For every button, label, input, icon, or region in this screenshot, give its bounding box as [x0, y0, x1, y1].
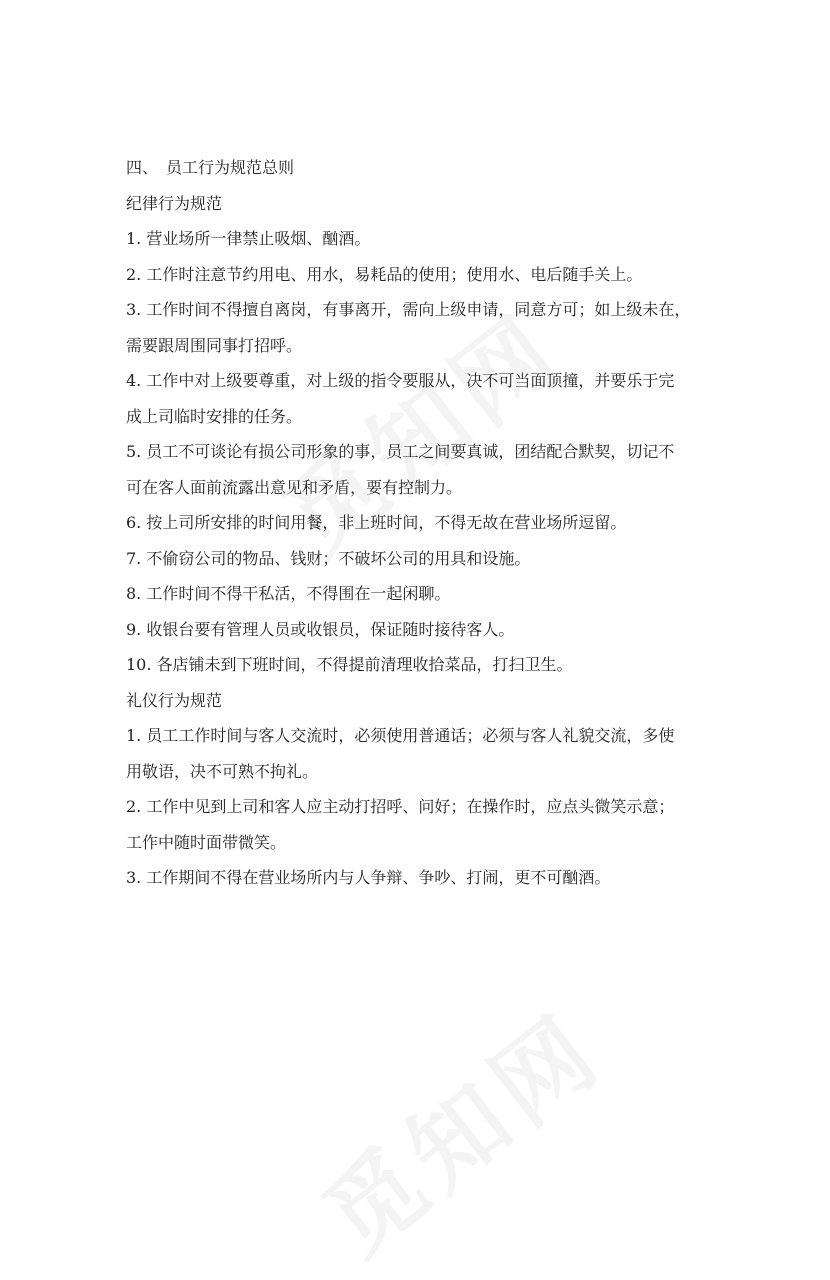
etiquette-line: 3. 工作期间不得在营业场所内与人争辩、争吵、打闹，更不可酗酒。 [126, 868, 611, 887]
section-number: 四、 [126, 158, 159, 177]
etiquette-line: 2. 工作中见到上司和客人应主动打招呼、问好；在操作时，应点头微笑示意； [126, 797, 675, 816]
etiquette-line: 用敬语，决不可熟不拘礼。 [126, 761, 319, 781]
discipline-line: 成上司临时安排的任务。 [126, 406, 303, 426]
discipline-line: 6. 按上司所安排的时间用餐，非上班时间，不得无故在营业场所逗留。 [126, 513, 627, 532]
section-title: 员工行为规范总则 [166, 158, 295, 177]
discipline-line: 7. 不偷窃公司的物品、钱财；不破坏公司的用具和设施。 [126, 548, 531, 568]
subsection-title-etiquette: 礼仪行为规范 [126, 690, 223, 710]
discipline-line: 3. 工作时间不得擅自离岗，有事离开，需向上级申请，同意方可；如上级未在， [126, 300, 691, 319]
discipline-line: 1. 营业场所一律禁止吸烟、酗酒。 [126, 229, 371, 248]
document-body [126, 150, 716, 896]
discipline-line: 需要跟周围同事打招呼。 [126, 335, 303, 355]
section-heading [126, 150, 716, 186]
etiquette-line: 1. 员工工作时间与客人交流时，必须使用普通话；必须与客人礼貌交流，多使 [126, 726, 675, 745]
etiquette-line: 工作中随时面带微笑。 [126, 832, 287, 852]
discipline-line: 9. 收银台要有管理人员或收银员，保证随时接待客人。 [126, 619, 515, 639]
discipline-line: 8. 工作时间不得干私活，不得围在一起闲聊。 [126, 584, 451, 603]
discipline-line: 2. 工作时注意节约用电、用水，易耗品的使用；使用水、电后随手关上。 [126, 264, 643, 284]
discipline-line: 4. 工作中对上级要尊重，对上级的指令要服从，决不可当面顶撞，并要乐于完 [126, 371, 675, 390]
subsection-title-discipline: 纪律行为规范 [126, 193, 223, 213]
discipline-line: 可在客人面前流露出意见和矛盾，要有控制力。 [126, 477, 463, 497]
watermark [292, 977, 627, 1280]
discipline-line: 5. 员工不可谈论有损公司形象的事，员工之间要真诚，团结配合默契，切记不 [126, 442, 675, 461]
discipline-line: 10. 各店铺未到下班时间，不得提前清理收拾菜品，打扫卫生。 [126, 655, 573, 674]
